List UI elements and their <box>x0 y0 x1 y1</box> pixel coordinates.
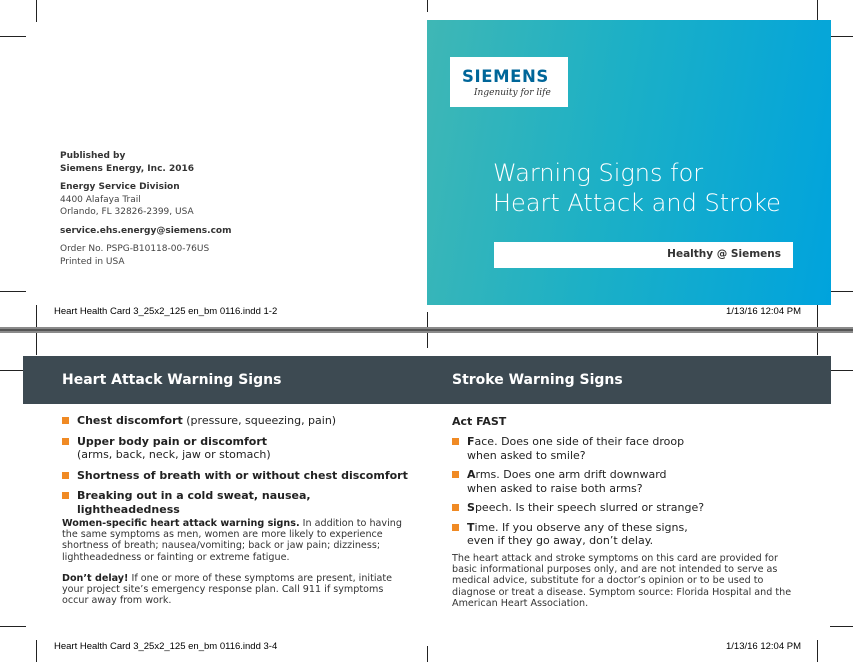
address-line-2: Orlando, FL 32826-2399, USA <box>60 207 194 217</box>
list-item: Chest discomfort (pressure, squeezing, pain) <box>62 414 417 428</box>
stroke-heading: Stroke Warning Signs <box>452 372 623 388</box>
logo-tagline: Ingenuity for life <box>474 88 551 98</box>
crop-mark <box>427 0 428 12</box>
cover-band <box>494 242 793 268</box>
crop-mark <box>0 291 26 292</box>
siemens-logo <box>450 57 568 107</box>
crop-mark <box>817 640 818 662</box>
crop-mark <box>0 626 26 627</box>
act-fast-label: Act FAST <box>452 415 507 428</box>
crop-mark <box>830 291 853 292</box>
address-line-1: 4400 Alafaya Trail <box>60 194 141 205</box>
crop-mark <box>817 305 818 327</box>
cover-title-line-2: Heart Attack and Stroke <box>493 189 781 217</box>
band-label: Healthy @ Siemens <box>667 248 781 260</box>
crop-mark <box>817 0 818 22</box>
crop-mark <box>427 646 428 662</box>
dont-delay-paragraph: Don’t delay! If one or more of these symptoms are present, initiate your project site’s emergency response plan. Call 911 if symptoms occur away from work. <box>62 573 393 607</box>
order-number: Order No. PSPG-B10118-00-76US <box>60 244 210 254</box>
crop-mark <box>36 333 37 355</box>
page-spread-3-4 <box>0 333 853 662</box>
list-item: Shortness of breath with or without chest discomfort <box>62 469 417 483</box>
list-item: Breaking out in a cold sweat, nausea, lightheadedness <box>62 489 417 516</box>
crop-mark <box>830 626 853 627</box>
crop-mark <box>817 333 818 355</box>
cover-panel <box>427 20 831 305</box>
crop-mark <box>0 36 26 37</box>
cover-title-line-1: Warning Signs for <box>493 159 704 187</box>
contact-email: service.ehs.energy@siemens.com <box>60 225 232 236</box>
slug-date: 1/13/16 12:04 PM <box>726 641 801 652</box>
crop-mark <box>36 0 37 22</box>
women-paragraph: Women-specific heart attack warning signs. In addition to having the same symptoms as men, women are more likely to experience shortness of breath; nausea/vomiting; back or jaw pain; dizziness; lightheadedness or fainting or extreme fatigue. <box>62 518 402 563</box>
logo-wordmark: SIEMENS <box>462 67 549 86</box>
section-header-bar <box>23 356 831 404</box>
stroke-fast-list <box>452 435 812 548</box>
list-item: Face. Does one side of their face droop when asked to smile? <box>452 435 812 462</box>
slug-filename: Heart Health Card 3_25x2_125 en_bm 0116.indd 3-4 <box>54 641 278 652</box>
crop-mark <box>830 36 853 37</box>
slug-date: 1/13/16 12:04 PM <box>726 306 801 317</box>
heart-heading: Heart Attack Warning Signs <box>62 372 282 388</box>
published-by-label: Published by <box>60 151 126 161</box>
publisher-block <box>60 150 231 268</box>
page-spread-1-2 <box>0 0 853 327</box>
crop-mark <box>36 640 37 662</box>
list-item: Time. If you observe any of these signs, even if they go away, don’t delay. <box>452 521 812 548</box>
heart-signs-list <box>62 414 417 516</box>
list-item: Upper body pain or discomfort (arms, back, neck, jaw or stomach) <box>62 435 417 462</box>
cover-title <box>493 158 781 218</box>
crop-mark <box>830 370 853 371</box>
crop-mark <box>427 333 428 348</box>
disclaimer-paragraph: The heart attack and stroke symptoms on this card are provided for basic informational purposes only, and are not intended to serve as medical advice, substitute for a doctor’s opinion or to be used to diagnose or treat a disease. Symptom source: Florida Hospital and the American Heart Association. <box>452 553 792 609</box>
division-name: Energy Service Division <box>60 182 180 192</box>
list-item: Speech. Is their speech slurred or strange? <box>452 501 812 515</box>
printed-in: Printed in USA <box>60 256 125 267</box>
list-item: Arms. Does one arm drift downward when asked to raise both arms? <box>452 468 812 495</box>
crop-mark <box>427 312 428 327</box>
company-name: Siemens Energy, Inc. 2016 <box>60 163 195 174</box>
crop-mark <box>36 305 37 327</box>
slug-filename: Heart Health Card 3_25x2_125 en_bm 0116.indd 1-2 <box>54 306 278 317</box>
